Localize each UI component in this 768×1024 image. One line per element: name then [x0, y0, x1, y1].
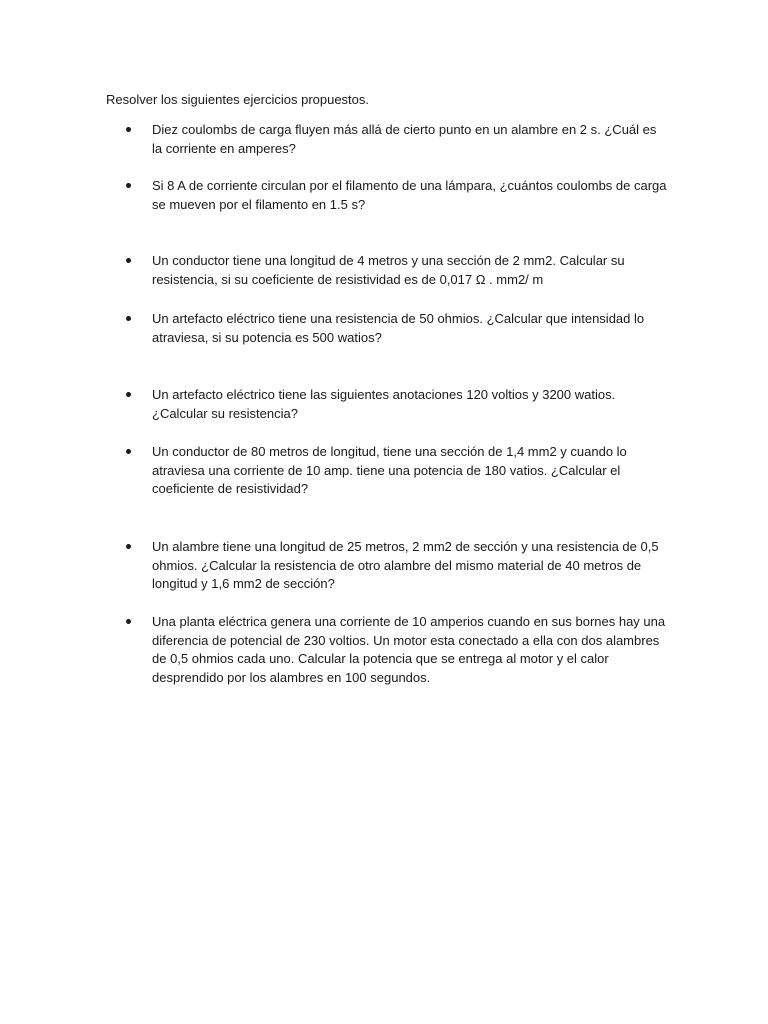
bullet-icon: [126, 121, 136, 140]
exercise-1: Diez coulombs de carga fluyen más allá de cierto punto en un alambre en 2 s. ¿Cuál es la corriente en amperes?: [152, 122, 657, 156]
bullet-icon: [126, 310, 136, 329]
exercise-8: Una planta eléctrica genera una corriente de 10 amperios cuando en sus bornes hay una diferencia de potencial de 230 voltios. Un motor esta conectado a ella con dos alambres de 0,5 ohmios cada uno. Calcular la potencia que se entrega al motor y el calor desprendido por los alambres en 100 segundos.: [152, 614, 666, 685]
bullet-icon: [126, 443, 136, 462]
exercise-3: Un conductor tiene una longitud de 4 metros y una sección de 2 mm2. Calcular su resistencia, si su coeficiente de resistividad es de 0,017 Ω . mm2/ m: [152, 253, 625, 287]
exercise-7: Un alambre tiene una longitud de 25 metros, 2 mm2 de sección y una resistencia de 0,5 ohmios. ¿Calcular la resistencia de otro alambre del mismo material de 40 metros de longitud y 1,6 mm2 de sección?: [152, 539, 659, 591]
exercise-5: Un artefacto eléctrico tiene las siguientes anotaciones 120 voltios y 3200 watios. ¿Calcular su resistencia?: [152, 387, 616, 421]
exercise-4: Un artefacto eléctrico tiene una resistencia de 50 ohmios. ¿Calcular que intensidad lo atraviesa, si su potencia es 500 watios?: [152, 311, 645, 345]
intro-text: Resolver los siguientes ejercicios propuestos.: [106, 92, 370, 107]
exercise-2: Si 8 A de corriente circulan por el filamento de una lámpara, ¿cuántos coulombs de carga se mueven por el filamento en 1.5 s?: [152, 178, 667, 212]
bullet-icon: [126, 613, 136, 632]
bullet-icon: [126, 252, 136, 271]
bullet-icon: [126, 538, 136, 557]
exercise-6: Un conductor de 80 metros de longitud, tiene una sección de 1,4 mm2 y cuando lo atraviesa una corriente de 10 amp. tiene una potencia de 180 vatios. ¿Calcular el coeficiente de resistividad?: [152, 444, 627, 496]
bullet-icon: [126, 177, 136, 196]
bullet-icon: [126, 386, 136, 405]
